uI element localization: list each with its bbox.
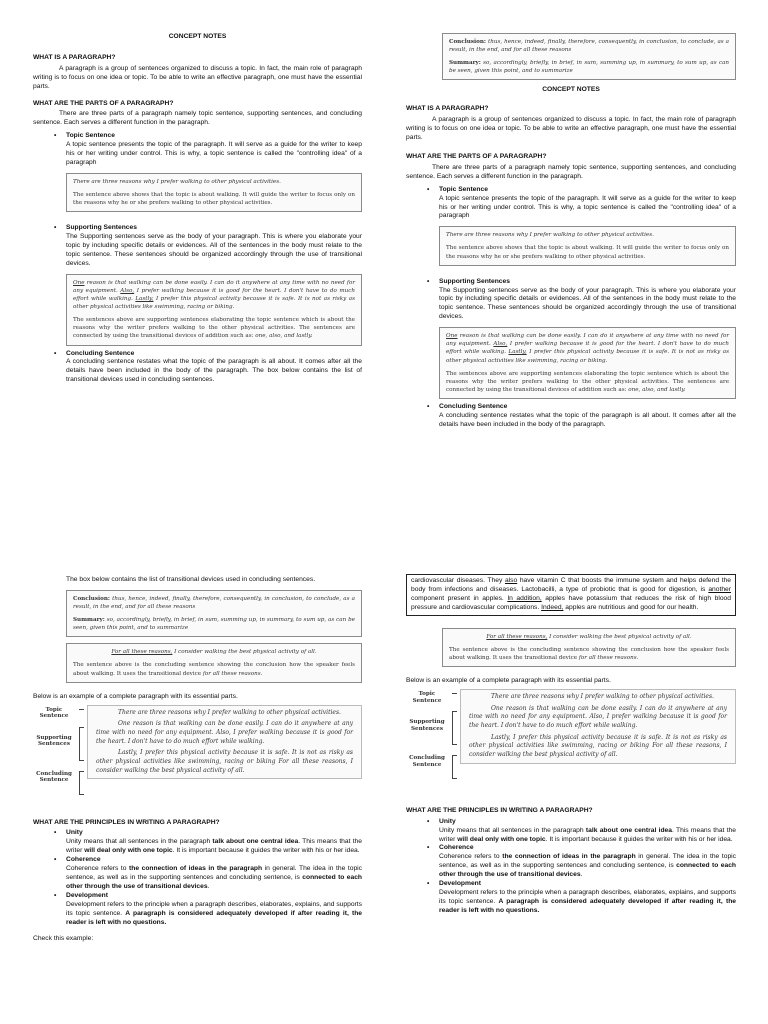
apple-paragraph-fragment (406, 574, 736, 616)
list-item-concluding-sentence (33, 350, 362, 386)
heading-what-is-paragraph: WHAT IS A PARAGRAPH? (406, 105, 489, 113)
bullet-icon: • (427, 844, 430, 852)
bullet-icon: • (427, 185, 430, 193)
apple-paragraph-text: cardiovascular diseases. They also have vitamin C that boosts the immune system and helps defend the body from infections and diseases. Lactobacilli, a type of probiotic that is good for digestion, is another component present in apples. In addition, apples have potassium that reduces the risk of high blood pressure and cardiovascular complications. Indeed, apples are nutritious and good for our health. (411, 577, 731, 611)
concluding-box-intro: The box below contains the list of transitional devices used in concluding sentences. (66, 576, 316, 583)
unity-title: Unity (66, 829, 83, 837)
topic-title: Topic Sentence (66, 132, 115, 140)
supporting-example: One reason is that walking can be done easily. I can do it anywhere at any time with no need for any equipment. Also, I prefer walking because it is good for the heart. I don't have to do much effort while walking. Lastly, I prefer this physical activity because it is safe. It is not as risky as other physical activities like swimming, racing or biking. (446, 333, 730, 364)
bullet-icon: • (427, 817, 430, 825)
bullet-icon: • (54, 829, 57, 837)
heading-what-is-paragraph: WHAT IS A PARAGRAPH? (33, 53, 116, 61)
list-item-concluding-sentence (406, 403, 736, 430)
supporting-example-box (66, 274, 362, 346)
supporting-description: The Supporting sentences serve as the body of your paragraph. This is where you elaborate your topic by including specific details or evidences. All of the sentences in the body must relate to the topic sentence. These sentences should be organized accordingly through the use of transitional devices. (439, 286, 736, 321)
label-concluding-sentence: Concluding Sentence (36, 770, 72, 784)
supporting-bracket (452, 711, 457, 745)
list-item-development (33, 892, 362, 928)
concluding-example: For all these reasons, I consider walking the best physical activity of all. (111, 649, 317, 656)
label-supporting-sentences: Supporting Sentences (409, 718, 445, 732)
example-concluding: Lastly, I prefer this physical activity because it is safe. It is not as risky as other physical activities like swimming, racing or biking For all these reasons, I consider walking the best physical activity of all. (469, 733, 727, 758)
bullet-icon: • (54, 132, 57, 140)
coherence-title: Coherence (439, 844, 474, 852)
supporting-title: Supporting Sentences (439, 277, 510, 285)
concluding-bracket (452, 755, 457, 779)
topic-bracket (452, 693, 457, 694)
conclusion-devices: Conclusion: thus, hence, indeed, finally, therefore, consequently, in conclusion, to conclude, as a result, in the end, and for all these reasons (449, 39, 729, 54)
concluding-bracket (79, 771, 84, 795)
list-item-unity (406, 818, 736, 845)
supporting-title: Supporting Sentences (66, 224, 137, 232)
heading-principles: WHAT ARE THE PRINCIPLES IN WRITING A PARAGRAPH? (33, 818, 220, 826)
page-title: CONCEPT NOTES (542, 86, 600, 94)
example-paragraph-box (87, 705, 362, 780)
supporting-bracket (79, 727, 84, 761)
development-description: Development refers to the principle when a paragraph describes, elaborates, explains, and supports its topic sentence. A paragraph is considered adequately developed if after reading it, the reader is left with no questions. (439, 889, 737, 914)
bullet-icon: • (54, 856, 57, 864)
list-item-supporting-sentences (406, 278, 736, 399)
bullet-icon: • (427, 402, 430, 410)
concluding-example-note: The sentence above is the concluding sentence showing the conclusion how the speaker feels about walking. It uses the transitional device for all these reasons. (449, 646, 729, 661)
heading-parts: WHAT ARE THE PARTS OF A PARAGRAPH? (406, 152, 547, 160)
label-topic-sentence: Topic Sentence (412, 690, 442, 704)
example-labels (406, 689, 448, 797)
concluding-title: Concluding Sentence (439, 402, 508, 410)
topic-description: A topic sentence presents the topic of the paragraph. It will serve as a guide for the writer to keep his or her writing under control. This is why, a topic sentence is called the "controlling idea" of a paragraph (66, 141, 362, 166)
page-title: CONCEPT NOTES (168, 33, 227, 40)
example-labels (33, 705, 75, 813)
concluding-example-box (442, 628, 736, 667)
summary-devices: Summary: so, accordingly, briefly, in brief, in sum, summing up, in summary, to sum up, as can be seen, given this point, and to summarize (449, 60, 730, 75)
label-supporting-sentences: Supporting Sentences (36, 734, 72, 748)
bullet-icon: • (427, 880, 430, 888)
example-supporting: One reason is that walking can be done easily. I can do it anywhere at any time with no need for any equipment. Also, I prefer walking because it is good for the heart. I don't have to do much effort while walking. (96, 720, 353, 745)
example-topic: There are three reasons why I prefer walking to other physical activities. (491, 692, 714, 700)
transitional-devices-box (66, 590, 362, 637)
paragraph-definition: A paragraph is a group of sentences organized to discuss a topic. In fact, the main role of paragraph writing is to focus on one idea or topic. To be able to write an effective paragraph, one must have the essential parts. (33, 64, 362, 90)
unity-title: Unity (439, 817, 456, 825)
page-top-right (406, 33, 736, 430)
list-item-development (406, 880, 736, 916)
topic-example-note: The sentence above shows that the topic is about walking. It will guide the writer to focus only on the reasons why he or she prefers walking to other physical activities. (446, 245, 729, 260)
development-title: Development (439, 880, 481, 888)
bullet-icon: • (54, 349, 57, 357)
check-example-label: Check this example: (33, 935, 94, 943)
example-concluding: Lastly, I prefer this physical activity because it is safe. It is not as risky as other physical activities like swimming, racing or biking For all these reasons, I consider walking the best physical activity of all. (96, 749, 353, 774)
topic-example: There are three reasons why I prefer walking to other physical activities. (73, 178, 281, 185)
list-item-topic-sentence (406, 186, 736, 266)
concluding-example-box (66, 643, 362, 682)
concluding-description: A concluding sentence restates what the topic of the paragraph is all about. It comes after all the details have been included in the body of the paragraph. The box below contains the list of transitional devices used in concluding sentences. (66, 358, 362, 384)
supporting-example: One reason is that walking can be done easily. I can do it anywhere at any time with no need for any equipment. Also, I prefer walking because it is good for the heart. I don't have to do much effort while walking. Lastly, I prefer this physical activity because it is safe. It is not as risky as other physical activities like swimming, racing or biking. (73, 279, 356, 311)
parts-intro: There are three parts of a paragraph namely topic sentence, supporting sentences, and concluding sentence. Each serves a different function in the paragraph. (33, 110, 362, 127)
concluding-title: Concluding Sentence (66, 349, 135, 357)
supporting-example-box (439, 327, 736, 399)
topic-example-box (66, 173, 362, 212)
heading-principles: WHAT ARE THE PRINCIPLES IN WRITING A PARAGRAPH? (406, 806, 593, 814)
transitional-devices-box (442, 33, 736, 80)
concluding-example-note: The sentence above is the concluding sentence showing the conclusion how the speaker feels about walking. It uses the transitional device for all these reasons. (73, 662, 355, 677)
bullet-icon: • (54, 224, 57, 232)
topic-title: Topic Sentence (439, 185, 488, 193)
coherence-description: Coherence refers to the connection of ideas in the paragraph in general. The idea in the topic sentence, as well as in the supporting sentences and concluding sentence, is connected to each other through the use of transitional devices. (439, 853, 737, 879)
conclusion-devices: Conclusion: thus, hence, indeed, finally, therefore, consequently, in conclusion, to conclude, as a result, in the end, and for all these reasons (73, 595, 355, 611)
bullet-icon: • (427, 277, 430, 285)
list-item-supporting-sentences (33, 224, 362, 345)
complete-paragraph-example (406, 689, 736, 797)
development-description: Development refers to the principle when a paragraph describes, elaborates, explains, and supports its topic sentence. A paragraph is considered adequately developed if after reading it, the reader is left with no questions. (66, 900, 363, 926)
list-item-coherence (33, 856, 362, 892)
topic-bracket (79, 709, 84, 710)
page-bottom-left (33, 576, 362, 944)
example-intro: Below is an example of a complete paragraph with its essential parts. (406, 676, 611, 684)
paragraph-definition: A paragraph is a group of sentences organized to discuss a topic. In fact, the main role of paragraph writing is to focus on one idea or topic. To be able to write an effective paragraph, one must have the essential parts. (406, 116, 736, 142)
topic-example-note: The sentence above shows that the topic is about walking. It will guide the writer to focus only on the reasons why he or she prefers walking to other physical activities. (73, 191, 355, 207)
parts-intro: There are three parts of a paragraph namely topic sentence, supporting sentences, and concluding sentence. Each serves a different function in the paragraph. (406, 163, 736, 180)
complete-paragraph-example (33, 705, 362, 813)
supporting-description: The Supporting sentences serve as the body of your paragraph. This is where you elaborate your topic by including specific details or evidences. All of the sentences in the body must relate to the topic sentence. These sentences should be organized accordingly through the use of transitional devices. (66, 233, 362, 267)
supporting-example-note: The sentences above are supporting sentences elaborating the topic sentence which is about the reasons why the writer prefers walking to the other physical activities. The sentences are connected by using the transitional devices of addition such as: one, also, and lastly. (446, 370, 729, 393)
topic-example-box (439, 226, 736, 265)
label-topic-sentence: Topic Sentence (39, 706, 69, 720)
page-top-left (33, 33, 362, 385)
label-concluding-sentence: Concluding Sentence (409, 754, 445, 768)
list-item-topic-sentence (33, 132, 362, 212)
concluding-example: For all these reasons, I consider walking the best physical activity of all. (486, 633, 692, 640)
unity-description: Unity means that all sentences in the paragraph talk about one central idea. This means that the writer will deal only with one topic. It is important because it guides the writer with his or her idea. (66, 838, 362, 855)
bullet-icon: • (54, 891, 57, 899)
example-topic: There are three reasons why I prefer walking to other physical activities. (118, 708, 341, 716)
development-title: Development (66, 891, 108, 899)
summary-devices: Summary: so, accordingly, briefly, in brief, in sum, summing up, in summary, to sum up, as can be seen, given this point, and to summarize (73, 617, 355, 632)
supporting-example-note: The sentences above are supporting sentences elaborating the topic sentence which is about the reasons why the writer prefers walking to the other physical activities. The sentences are connected by using the transitional devices of addition such as: one, also, and lastly. (73, 317, 355, 340)
coherence-description: Coherence refers to the connection of ideas in the paragraph in general. The idea in the topic sentence, as well as in the supporting sentences and concluding sentence, is connected to each other through the use of transitional devices. (66, 865, 363, 890)
list-item-coherence (406, 844, 736, 880)
example-intro: Below is an example of a complete paragraph with its essential parts. (33, 692, 238, 700)
unity-description: Unity means that all sentences in the paragraph talk about one central idea. This means that the writer will deal only with one topic. It is important because it guides the writer with his or her idea. (439, 826, 736, 843)
heading-parts: WHAT ARE THE PARTS OF A PARAGRAPH? (33, 99, 174, 107)
topic-example: There are three reasons why I prefer walking to other physical activities. (446, 232, 654, 239)
topic-description: A topic sentence presents the topic of the paragraph. It will serve as a guide for the writer to keep his or her writing under control. This is why, a topic sentence is called the "controlling idea" of a paragraph (439, 194, 736, 220)
page-bottom-right (406, 574, 736, 916)
list-item-unity (33, 829, 362, 856)
coherence-title: Coherence (66, 856, 101, 864)
example-supporting: One reason is that walking can be done easily. I can do it anywhere at any time with no need for any equipment. Also, I prefer walking because it is good for the heart. I don't have to do much effort while walking. (469, 704, 727, 729)
concluding-description: A concluding sentence restates what the topic of the paragraph is all about. It comes after all the details have been included in the body of the paragraph. (439, 411, 736, 428)
example-paragraph-box (460, 689, 736, 764)
